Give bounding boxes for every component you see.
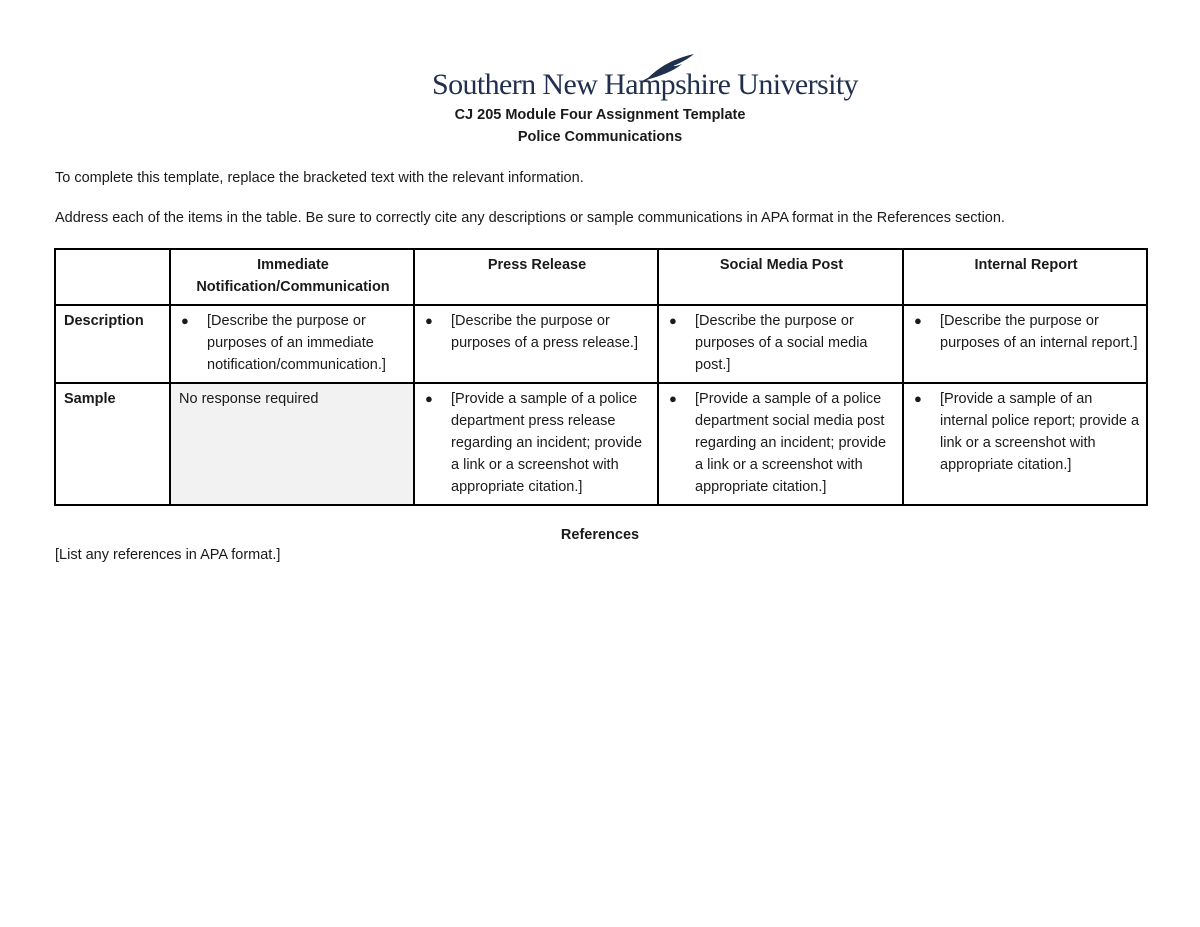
table-row [55,305,1147,383]
table-cell [903,305,1147,383]
bullet-icon: ● [425,313,433,328]
cell-text: [Describe the purpose or purposes of a social media post.] [695,313,868,373]
table-cell [658,305,903,383]
table-cell [170,305,414,383]
references-heading: References [560,527,640,543]
document-subtitle: Police Communications [517,129,683,145]
table-header-cell: Press Release [414,249,658,305]
cell-text: [Describe the purpose or purposes of a press release.] [451,313,638,351]
row-label-sample: Sample [55,383,170,505]
table-cell [903,383,1147,505]
table-row [55,383,1147,505]
quill-feather-icon [638,52,698,82]
table-cell [414,305,658,383]
table-header-cell [55,249,170,305]
bullet-icon: ● [669,391,677,406]
communications-table [54,248,1148,506]
cell-text: [Provide a sample of an internal police report; provide a link or a screenshot with appropriate citation.] [940,391,1140,473]
cell-text: [Provide a sample of a police department press release regarding an incident; provide a link or a screenshot with appropriate citation.] [451,391,643,495]
table-cell-shaded: No response required [170,383,414,505]
instruction-line-2: Address each of the items in the table. Be sure to correctly cite any descriptions or sample communications in APA format in the References section. [55,210,1005,226]
row-label-description: Description [55,305,170,383]
table-header-cell: Social Media Post [658,249,903,305]
bullet-icon: ● [669,313,677,328]
table-cell [414,383,658,505]
table-cell [658,383,903,505]
bullet-icon: ● [425,391,433,406]
instruction-line-1: To complete this template, replace the bracketed text with the relevant information. [55,170,584,186]
table-header-cell: Immediate Notification/Communication [170,249,414,305]
logo-text: Southern New Hampshire University [432,68,858,101]
references-body: [List any references in APA format.] [55,547,281,563]
cell-text: [Provide a sample of a police department social media post regarding an incident; provide a link or a screenshot with appropriate citation.] [695,391,887,495]
cell-text: [Describe the purpose or purposes of an immediate notification/communication.] [207,313,386,373]
table-header-row [55,249,1147,305]
university-logo [432,52,858,104]
bullet-icon: ● [914,391,922,406]
bullet-icon: ● [914,313,922,328]
bullet-icon: ● [181,313,189,328]
document-title: CJ 205 Module Four Assignment Template [454,107,746,123]
table-header-cell: Internal Report [903,249,1147,305]
cell-text: [Describe the purpose or purposes of an internal report.] [940,313,1138,351]
